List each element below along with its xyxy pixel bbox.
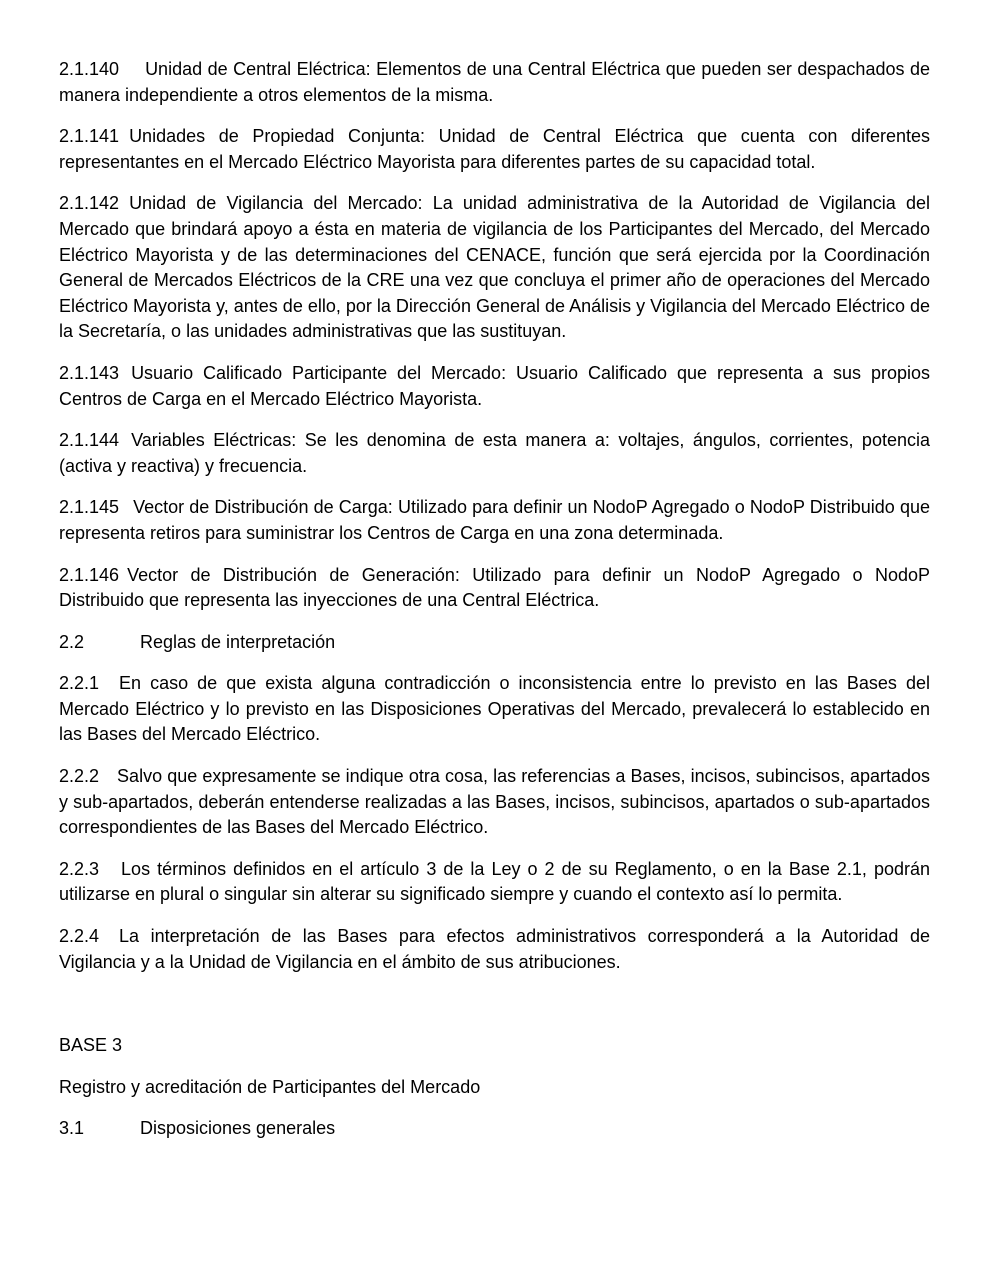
- rule-number: 2.2.1: [59, 673, 100, 694]
- definition-2-1-141: [59, 124, 930, 175]
- definition-2-1-142: [59, 191, 930, 345]
- definition-number: 2.1.146: [59, 564, 120, 585]
- section-title: Disposiciones generales: [140, 1118, 336, 1139]
- definition-text: Unidad de Central Eléctrica: Elementos de una Central Eléctrica que pueden ser despachados de manera independiente a otros elementos de la misma.: [59, 59, 930, 105]
- rule-text: Los términos definidos en el artículo 3 de la Ley o 2 de su Reglamento, o en la Base 2.1, podrán utilizarse en plural o singular sin alterar su significado siempre y cuando el contexto así lo permita.: [59, 858, 930, 905]
- section-number: 2.2: [59, 631, 85, 652]
- definition-number: 2.1.144: [59, 430, 120, 451]
- section-title: Reglas de interpretación: [140, 631, 336, 652]
- blank-space: [59, 991, 930, 1033]
- rule-2-2-2: [59, 764, 930, 841]
- section-number: 3.1: [59, 1118, 85, 1139]
- definition-text: Vector de Distribución de Carga: Utilizado para definir un NodoP Agregado o NodoP Distribuido que representa retiros para suministrar los Centros de Carga en una zona determinada.: [59, 497, 930, 543]
- definition-number: 2.1.143: [59, 362, 120, 383]
- definition-text: Vector de Distribución de Generación: Utilizado para definir un NodoP Agregado o NodoP Distribuido que representa las inyecciones de una Central Eléctrica.: [59, 564, 930, 611]
- definition-number: 2.1.140: [59, 59, 120, 79]
- definition-text: Unidades de Propiedad Conjunta: Unidad de Central Eléctrica que cuenta con diferentes representantes en el Mercado Eléctrico Mayorista para diferentes partes de su capacidad total.: [59, 126, 930, 172]
- definition-text: Unidad de Vigilancia del Mercado: La unidad administrativa de la Autoridad de Vigilancia del Mercado que brindará apoyo a ésta en materia de vigilancia de los Participantes del Mercado, del Mercado Eléctrico Mayorista y de las determinaciones del CENACE, función que será ejercida por la Coordinación General de Mercados Eléctricos de la CRE una vez que concluya el primer año de operaciones del Mercado Eléctrico Mayorista y, antes de ello, por la Dirección General de Análisis y Vigilancia del Mercado Eléctrico de la Secretaría, o las unidades administrativas que las sustituyan.: [59, 193, 930, 342]
- definition-2-1-146: [59, 563, 930, 614]
- section-2-2-heading: [59, 630, 930, 656]
- document-page: [59, 57, 930, 1158]
- rule-2-2-3: [59, 857, 930, 908]
- definition-text: Variables Eléctricas: Se les denomina de esta manera a: voltajes, ángulos, corrientes, potencia (activa y reactiva) y frecuencia.: [59, 430, 930, 476]
- rule-number: 2.2.2: [59, 766, 100, 787]
- base-3-title: Registro y acreditación de Participantes del Mercado: [59, 1076, 481, 1097]
- definition-2-1-143: [59, 361, 930, 412]
- definition-2-1-145: [59, 495, 930, 546]
- definition-number: 2.1.142: [59, 193, 120, 214]
- definition-number: 2.1.141: [59, 126, 120, 147]
- rule-number: 2.2.3: [59, 858, 100, 879]
- definition-2-1-144: [59, 428, 930, 479]
- rule-text: La interpretación de las Bases para efectos administrativos corresponderá a la Autoridad de Vigilancia y a la Unidad de Vigilancia en el ámbito de sus atribuciones.: [59, 926, 930, 972]
- rule-text: En caso de que exista alguna contradicción o inconsistencia entre lo previsto en las Bases del Mercado Eléctrico y lo previsto en las Disposiciones Operativas del Mercado, prevalecerá lo establecido en las Bases del Mercado Eléctrico.: [59, 673, 930, 745]
- rule-2-2-1: [59, 671, 930, 748]
- rule-number: 2.2.4: [59, 926, 100, 947]
- definition-2-1-140: [59, 57, 930, 108]
- definition-text: Usuario Calificado Participante del Mercado: Usuario Calificado que representa a sus propios Centros de Carga en el Mercado Eléctrico Mayorista.: [59, 362, 930, 409]
- section-3-1-heading: [59, 1116, 930, 1142]
- rule-2-2-4: [59, 924, 930, 975]
- definition-number: 2.1.145: [59, 497, 120, 518]
- base-3-label: BASE 3: [59, 1035, 123, 1056]
- rule-text: Salvo que expresamente se indique otra cosa, las referencias a Bases, incisos, subincisos, apartados y sub-apartados, deberán entenderse realizadas a las Bases, incisos, subincisos, apartados o sub-apartados correspondientes de las Bases del Mercado Eléctrico.: [59, 766, 930, 838]
